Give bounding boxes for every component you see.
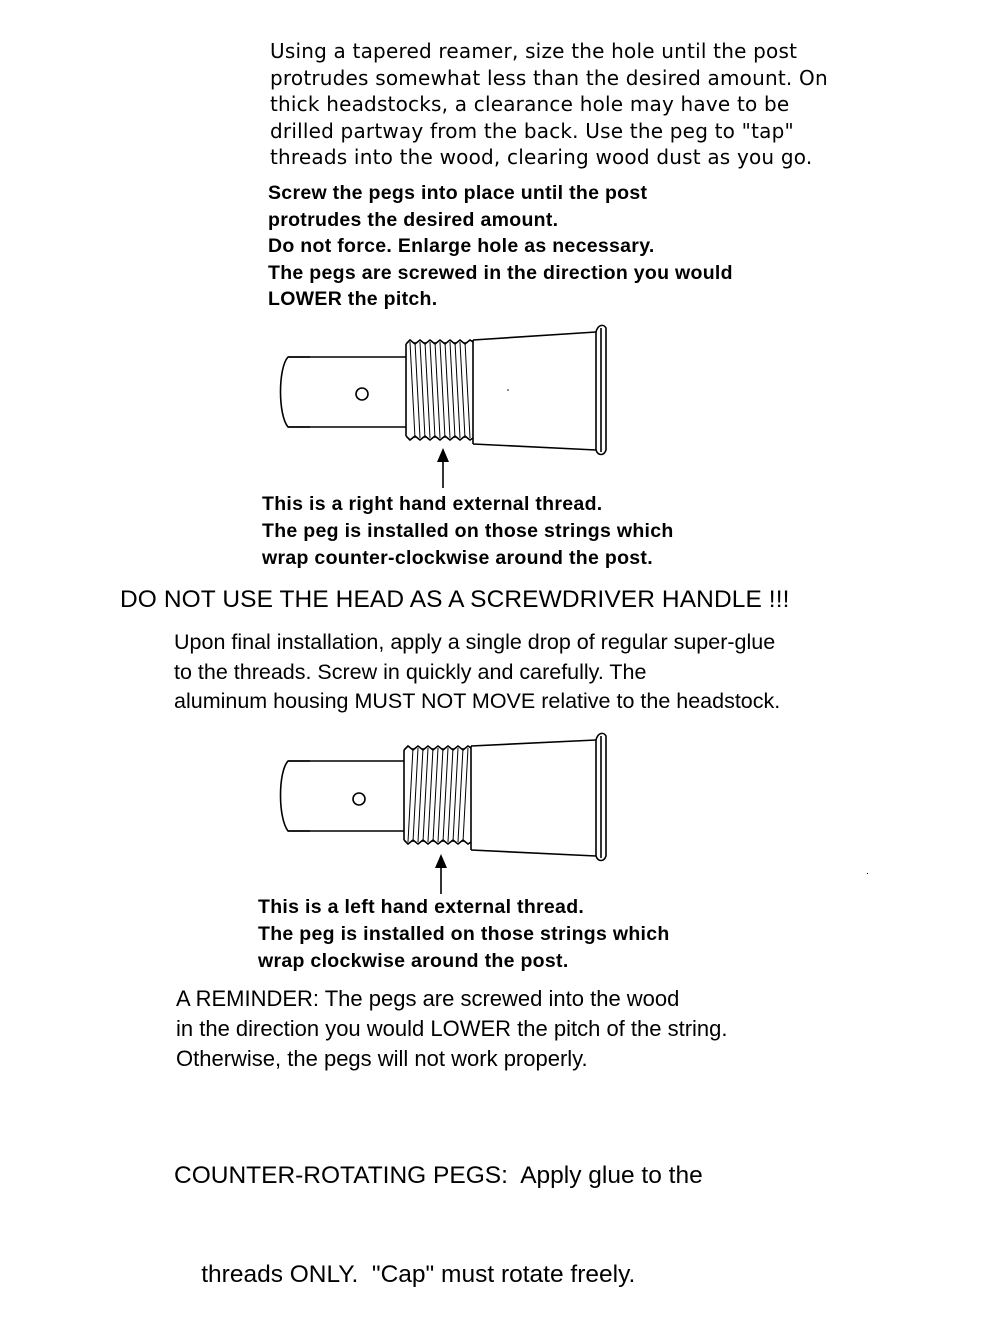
text-line: Using a tapered reamer, size the hole until the post [270,39,798,63]
text-line: to the threads. Screw in quickly and carefully. The [174,659,647,684]
housing-top-edge [473,332,596,340]
housing-bottom-edge [473,444,596,450]
speck [507,389,509,391]
post-end [281,761,311,831]
text-line: wrap counter-clockwise around the post. [262,547,653,569]
text-line: wrap clockwise around the post. [258,950,569,972]
string-hole [353,793,365,805]
text-line: in the direction you would LOWER the pitch of the string. [176,1016,728,1041]
text-line: threads into the wood, clearing wood dust as you go. [270,145,813,169]
text-line: The peg is installed on those strings which [262,520,674,542]
text-line: Screw the pegs into place until the post [268,182,648,204]
thread-bottom-crests [404,840,471,844]
text-line: protrudes the desired amount. [268,208,559,231]
text-line: aluminum housing MUST NOT MOVE relative to the headstock. [174,689,781,713]
glue-instructions [174,628,780,717]
housing-top-edge [471,740,596,746]
right-hand-thread-note [262,491,674,572]
thread-hatching [410,342,470,438]
text-line: Upon final installation, apply a single drop of regular super-glue [174,630,776,654]
peg-diagram-left-hand-thread [270,728,620,898]
thread-hatching [408,748,468,842]
housing-bottom-edge [471,850,596,856]
text-line: drilled partway from the back. Use the peg to "tap" [270,118,794,143]
string-hole [356,388,368,400]
arrow-up-icon [437,448,449,462]
thread-top-crests [406,340,473,344]
reamer-instructions [270,38,828,171]
text-line: Do not force. Enlarge hole as necessary. [268,235,655,257]
text-line: LOWER the pitch. [268,288,438,310]
arrow-up-icon [435,854,447,868]
text-line: threads ONLY. "Cap" must rotate freely. [174,1261,636,1288]
text-line: This is a right hand external thread. [262,493,603,515]
text-line: COUNTER-ROTATING PEGS: Apply glue to the [174,1162,703,1189]
text-line: The peg is installed on those strings which [258,923,670,945]
post-end [281,357,311,427]
text-line: Otherwise, the pegs will not work properly. [176,1046,588,1071]
screwdriver-warning: DO NOT USE THE HEAD AS A SCREWDRIVER HANDLE !!! [120,586,790,613]
counter-rotating-note [174,1093,703,1324]
left-hand-thread-note [258,894,670,975]
text-line: protrudes somewhat less than the desired amount. On [270,65,828,90]
peg-diagram-right-hand-thread [270,320,620,495]
reminder-note [176,984,728,1074]
screw-instructions [268,180,733,313]
text-line: thick headstocks, a clearance hole may have to be [270,92,790,116]
text-line: This is a left hand external thread. [258,896,585,918]
speck [867,873,868,874]
text-line: A REMINDER: The pegs are screwed into the wood [176,986,680,1011]
text-line: The pegs are screwed in the direction you would [268,261,733,284]
